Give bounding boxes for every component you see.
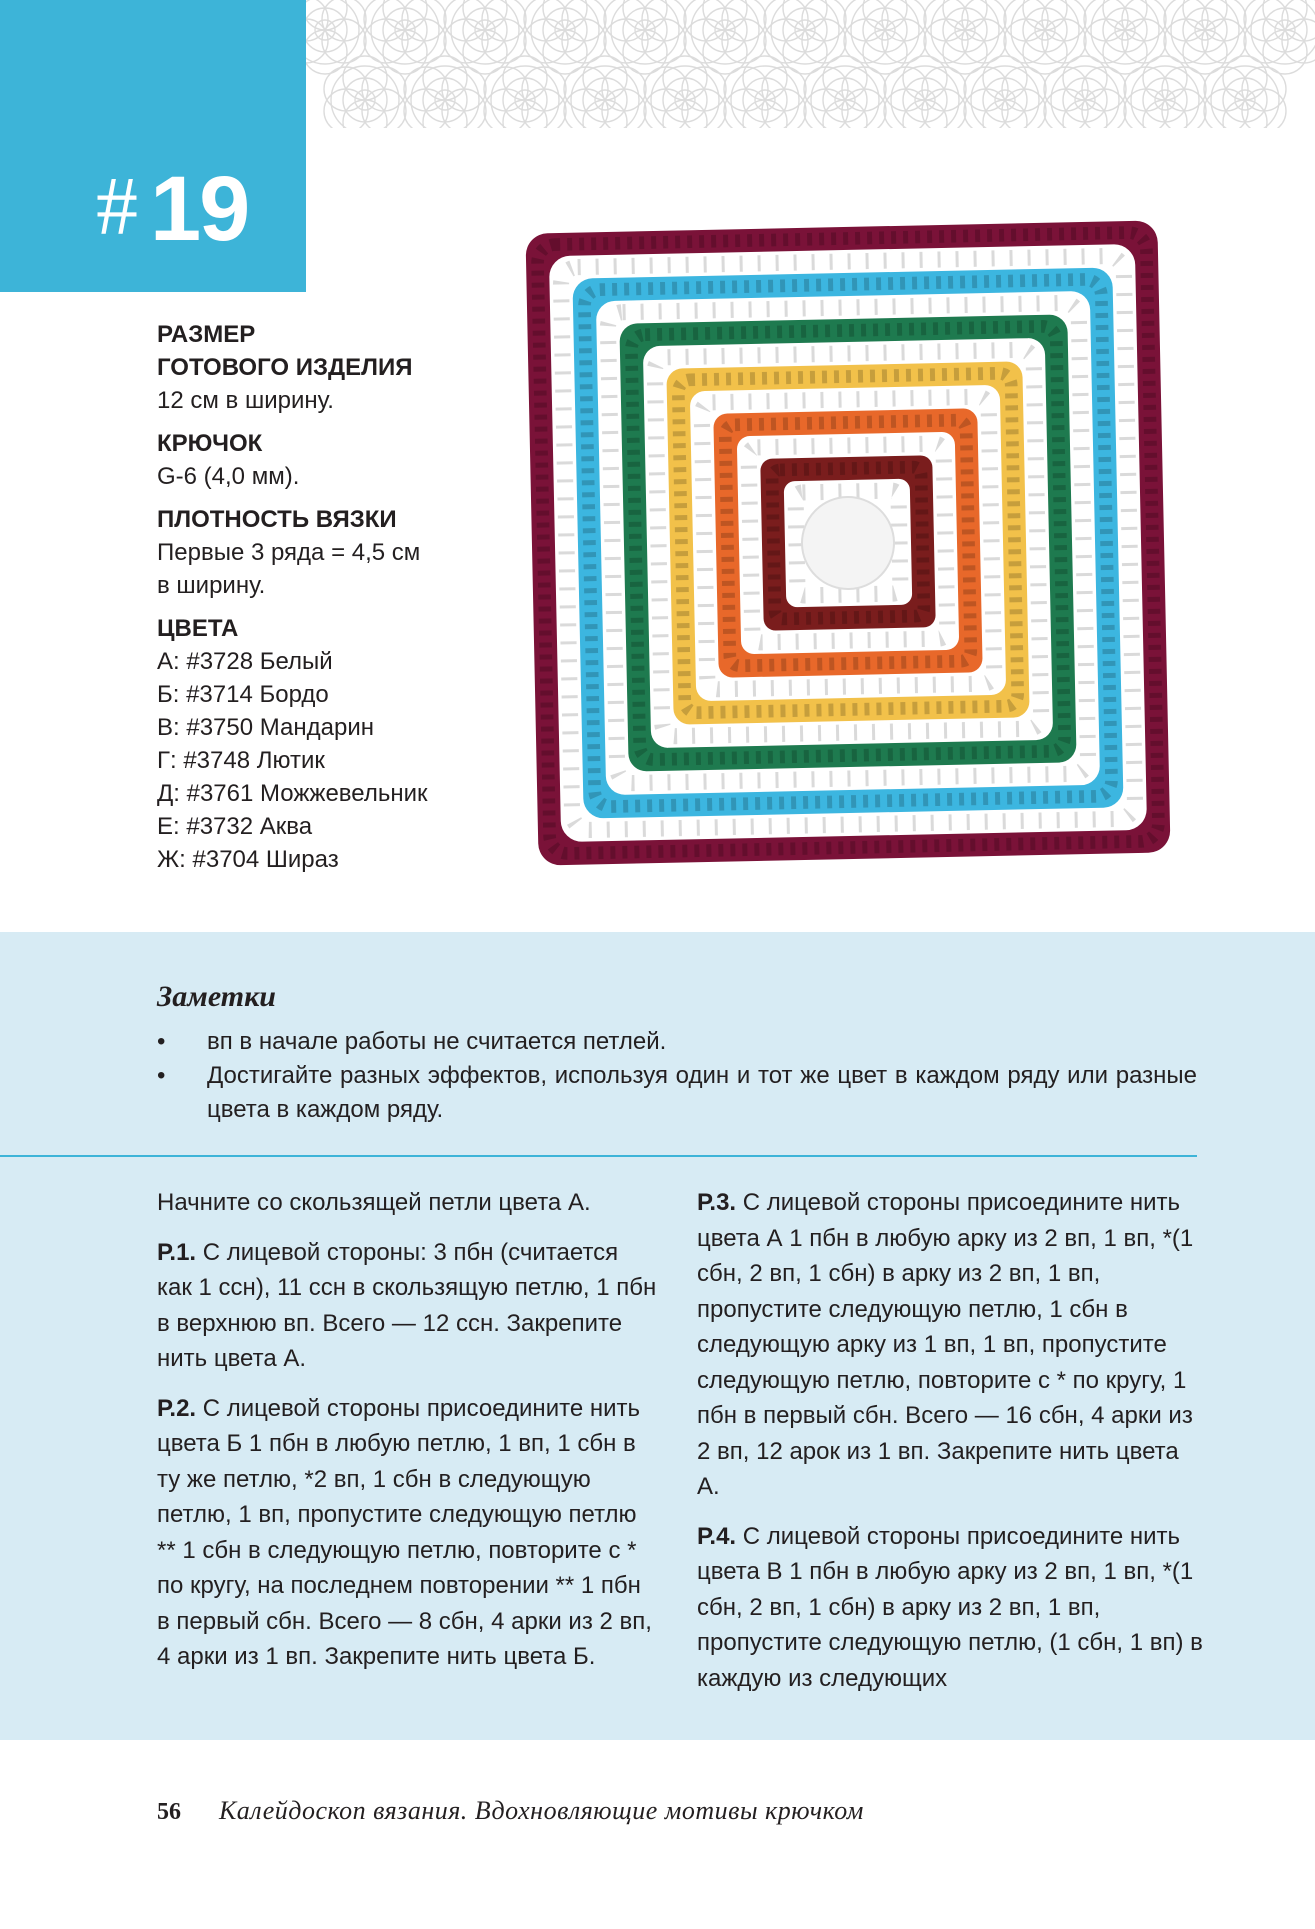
round-text: С лицевой стороны: 3 пбн (считается как 1 ссн), 11 ссн в скользящую петлю, 1 пбн в верхнюю вп. Всего — 12 ссн. Закрепите нить цвета А. (157, 1238, 657, 1372)
note-item (157, 1059, 1197, 1127)
gauge-value: Первые 3 ряда = 4,5 см (157, 539, 421, 566)
instructions-right-column (697, 1185, 1207, 1710)
color-item: Г: #3748 Лютик (157, 747, 325, 774)
round-label: Р.4. (697, 1522, 737, 1550)
notes-title: Заметки (157, 980, 276, 1013)
round-2 (157, 1391, 657, 1675)
page-footer (157, 1796, 864, 1826)
color-item: Е: #3732 Аква (157, 813, 313, 840)
round-label: Р.2. (157, 1394, 197, 1422)
round-label: Р.1. (157, 1238, 197, 1266)
size-heading-line2: ГОТОВОГО ИЗДЕЛИЯ (157, 354, 413, 381)
round-3 (697, 1185, 1207, 1505)
hook-value: G-6 (4,0 мм). (157, 463, 300, 490)
note-text: Достигайте разных эффектов, используя один и тот же цвет в каждом ряду или разные цвета в каждом ряду. (207, 1062, 1197, 1123)
square-rounds (525, 220, 1170, 865)
instructions-left-column (157, 1185, 657, 1689)
color-item: Ж: #3704 Шираз (157, 846, 339, 873)
lace-pattern-graphic (305, 0, 1315, 128)
color-item: Д: #3761 Можжевельник (157, 780, 428, 807)
specs-block (157, 318, 517, 876)
crochet-square-photo (488, 178, 1208, 908)
pattern-number: 19 (150, 158, 249, 260)
hash-symbol: # (96, 160, 138, 253)
bullet: • (157, 1028, 166, 1055)
gauge-heading: ПЛОТНОСТЬ ВЯЗКИ (157, 506, 397, 533)
round-text: С лицевой стороны присоедините нить цвета Б 1 пбн в любую петлю, 1 вп, 1 сбн в ту же петлю, *2 вп, 1 сбн в следующую петлю, 1 вп, пропустите следующую петлю ** 1 сбн в следующую петлю, повторите с * по кругу, на последнем повторении ** 1 пбн в первый сбн. Всего — 8 сбн, 4 арки из 2 вп, 4 арки из 1 вп. Закрепите нить цвета Б. (157, 1394, 652, 1670)
color-item: Б: #3714 Бордо (157, 681, 329, 708)
size-heading: РАЗМЕР (157, 321, 256, 348)
bullet: • (157, 1062, 166, 1089)
decorative-pattern-band (305, 0, 1315, 128)
round-text: С лицевой стороны присоедините нить цвета В 1 пбн в любую арку из 2 вп, 1 вп, *(1 сбн, 2 вп, 1 сбн) в арку из 2 вп, 1 вп, пропустите следующую петлю, (1 сбн, 1 вп) в каждую из следующих (697, 1522, 1203, 1692)
round-4 (697, 1519, 1207, 1697)
size-value: 12 см в ширину. (157, 387, 334, 414)
round-label: Р.3. (697, 1189, 737, 1216)
centre-ring (801, 496, 895, 590)
notes-list (157, 1025, 1197, 1127)
round-1 (157, 1235, 657, 1377)
book-title: Калейдоскоп вязания. Вдохновляющие мотивы крючком (219, 1796, 864, 1825)
section-divider (0, 1155, 1197, 1157)
round-text: С лицевой стороны присоедините нить цвета А 1 пбн в любую арку из 2 вп, 1 вп, *(1 сбн, 2 вп, 1 сбн) в арку из 2 вп, 1 вп, пропустите следующую петлю, 1 сбн в следующую арку из 1 вп, 1 вп, пропустите следующую петлю, повторите с * по кругу, 1 пбн в первый сбн. Всего — 16 сбн, 4 арки из 2 вп, 12 арок из 1 вп. Закрепите нить цвета А. (697, 1189, 1194, 1500)
note-text: вп в начале работы не считается петлей. (207, 1028, 667, 1055)
gauge-value-line2: в ширину. (157, 572, 266, 599)
start-instruction: Начните со скользящей петли цвета А. (157, 1189, 591, 1216)
hook-heading: КРЮЧОК (157, 430, 263, 457)
pattern-number-badge (0, 0, 306, 292)
granny-square-illustration (488, 178, 1208, 908)
colors-heading: ЦВЕТА (157, 615, 239, 642)
note-item (157, 1025, 1197, 1059)
color-item: В: #3750 Мандарин (157, 714, 374, 741)
color-item: А: #3728 Белый (157, 648, 333, 675)
page-number: 56 (157, 1799, 181, 1825)
